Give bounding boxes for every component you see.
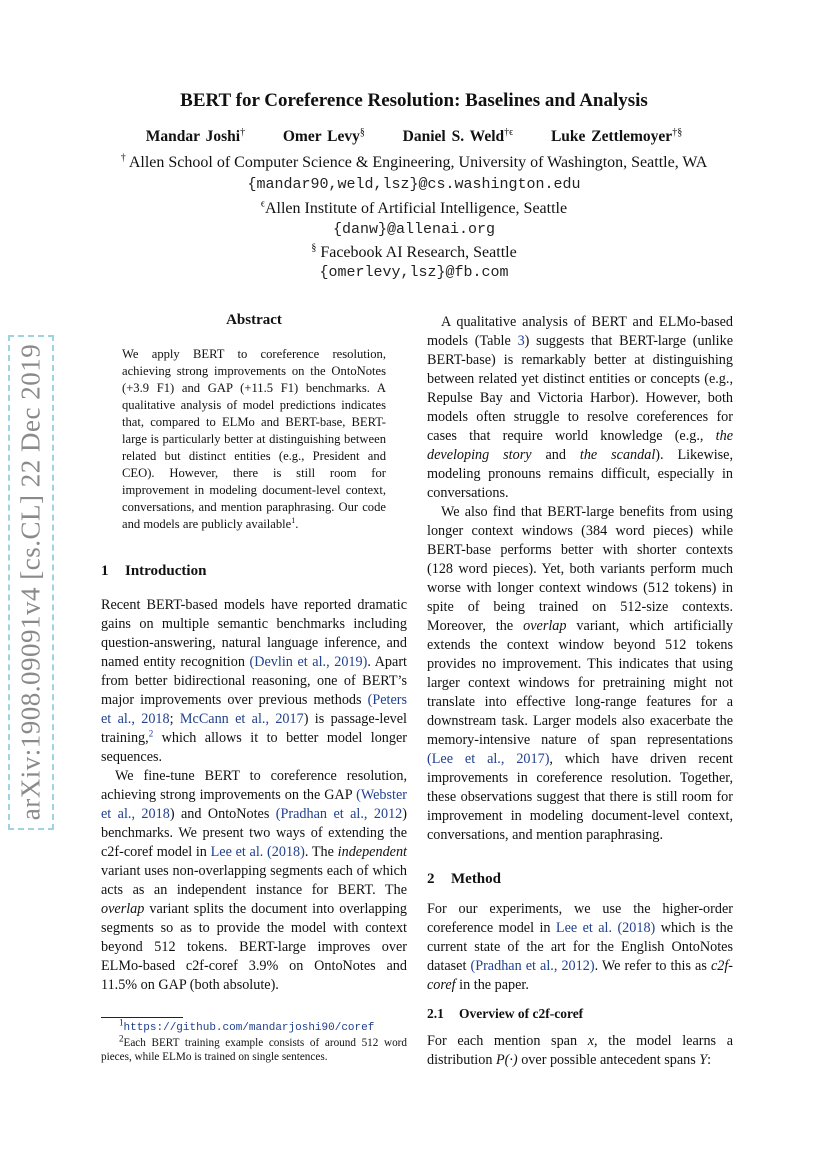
author-mark: § — [359, 126, 365, 138]
section-heading-introduction: 1 Introduction — [101, 563, 207, 579]
affiliation-text: Facebook AI Research, Seattle — [320, 244, 517, 261]
abstract-body: We apply BERT to coreference resolution, achieving strong improvements on the OntoNotes (+3.9 F1) and GAP (+11.5 F1) benchmarks. A qualitative analysis of model predictions indicates that, compared to ELMo and BERT-base, BERT-large is particularly better at distinguishing between related but distinct entities (e.g., President and CEO). However, there is still room for improvement in modeling document-level context, conversations, and mention paraphrasing. Our code and models are publicly available$^1$. — [122, 347, 386, 531]
citation-link[interactable]: (Webster et al., 2018 — [101, 787, 407, 822]
citation-link[interactable]: (Pradhan et al., 2012 — [275, 806, 403, 822]
abstract-heading: Abstract — [226, 312, 282, 328]
author-mark: †ϵ — [504, 126, 514, 138]
affiliation-uw — [0, 154, 828, 172]
right-column-body — [427, 313, 733, 845]
affiliation-ai2 — [0, 200, 828, 218]
author-name: Daniel S. Weld — [402, 128, 505, 145]
author-list — [0, 128, 828, 146]
author-name: Luke Zettlemoyer — [550, 128, 673, 145]
affiliation-text: Allen Institute of Artificial Intelligence, Seattle — [264, 200, 568, 217]
overview-body — [427, 1032, 733, 1070]
section-heading-method: 2 Method — [427, 871, 501, 887]
citation-link[interactable]: Lee et al. (2018) — [210, 844, 305, 860]
affiliation-mark: † — [120, 152, 126, 164]
paragraph: We also find that BERT-large benefits from using longer context windows (384 word pieces) while BERT-base performs better with shorter contexts (128 word pieces). Yet, both variants perform much worse with longer context windows (512 tokens) in spite of being trained on 512-size contexts. Moreover, the overlap variant, which artificially extends the context window beyond 512 tokens provides no improvement. This indicates that using larger context windows for pretraining might not translate into effective long-range features for a downstream task. Larger models also exacerbate the memory-intensive nature of span representations (Lee et al., 2017), which have driven recent improvements in coreference resolution. Together, these observations suggest that there is still room for improvement in modeling document-level context, conversations, and mention paraphrasing. — [427, 504, 733, 843]
citation-link[interactable]: (Lee et al., 2017) — [427, 751, 550, 767]
citation-link[interactable]: (Peters et al., 2018 — [101, 692, 407, 727]
footnote-url-link[interactable]: https://github.com/mandarjoshi90/coref — [123, 1022, 375, 1034]
footnote-rule — [101, 1017, 183, 1018]
footnote-ref[interactable]: 1 — [291, 515, 296, 525]
author-mark: †§ — [672, 126, 683, 138]
citation-link[interactable]: (Pradhan et al., 2012) — [470, 958, 595, 974]
citation-link[interactable]: (Devlin et al., 2019) — [249, 654, 368, 670]
affiliation-mark: § — [311, 242, 317, 254]
affiliation-mark: ϵ — [260, 198, 265, 210]
paragraph: Recent BERT-based models have reported dramatic gains on multiple semantic benchmarks including question-answering, natural language inference, and named entity recognition (Devlin et al., 2019). Apart from better bidirectional reasoning, one of BERT’s major improvements over previous methods (Peters et al., 2018; McCann et al., 2017) is passage-level training,$^2$ which allows it to better model longer sequences. — [101, 597, 407, 765]
paragraph: We fine-tune BERT to coreference resolution, achieving strong improvements on the GAP (Webster et al., 2018) and OntoNotes (Pradhan et al., 2012) benchmarks. We present two ways of extending the c2f-coref model in Lee et al. (2018). The independent variant uses non-overlapping segments each of which acts as an independent instance for BERT. The overlap variant splits the document into overlapping segments so as to provide the model with context beyond 512 tokens. BERT-large improves over ELMo-based c2f-coref 3.9% on OntoNotes and 11.5% on GAP (both absolute). — [101, 768, 407, 993]
footnotes — [101, 1017, 407, 1065]
paragraph: A qualitative analysis of BERT and ELMo-based models (Table 3) suggests that BERT-large (unlike BERT-base) is remarkably better at distinguishing between related yet distinct entities or concepts (e.g., Repulse Bay and Victoria Harbor). However, both models often struggle to resolve coreferences for cases that require world knowledge (e.g., the developing story and the scandal). Likewise, modeling pronouns remains difficult, especially in conversations. — [427, 314, 734, 501]
subsection-heading-overview: 2.1 Overview of c2f-coref — [427, 1006, 584, 1021]
abstract-text: We apply BERT to coreference resolution, achieving strong improvements on the OntoNotes (+3.9 F1) and GAP (+11.5 F1) benchmarks. A qualitative analysis of model predictions indicates that, compared to ELMo and BERT-base, BERT-large is particularly better at distinguishing between related but distinct entities (e.g., President and CEO). However, there is still room for improvement in modeling document-level context, conversations, and mention paraphrasing. Our code and models are publicly available — [122, 347, 386, 531]
citation-link[interactable]: Lee et al. (2018) — [555, 920, 656, 936]
email-ai2: {danw}@allenai.org — [332, 221, 496, 238]
footnote-ref[interactable]: 2 — [148, 728, 154, 739]
email-fair: {omerlevy,lsz}@fb.com — [319, 264, 509, 281]
paragraph: For our experiments, we use the higher-order coreference model in Lee et al. (2018) which is the current state of the art for the English OntoNotes dataset (Pradhan et al., 2012). We refer to this as c2f-coref in the paper. — [427, 901, 734, 993]
introduction-body — [101, 596, 407, 995]
author-mark: † — [240, 126, 246, 138]
method-body — [427, 900, 733, 995]
paragraph: For each mention span x, the model learns a distribution P(·) over possible antecedent spans Y: — [427, 1033, 733, 1068]
arxiv-identifier: arXiv:1908.09091v4 [cs.CL] 22 Dec 2019 — [15, 343, 46, 821]
footnote-2: $^2$Each BERT training example consists of around 512 word pieces, while ELMo is trained on single sentences. — [101, 1032, 407, 1063]
email-uw: {mandar90,weld,lsz}@cs.washington.edu — [247, 176, 581, 193]
citation-link[interactable]: McCann et al., 2017 — [179, 711, 304, 727]
paper-title: BERT for Coreference Resolution: Baselines and Analysis — [180, 90, 648, 111]
author-name: Mandar Joshi — [145, 128, 241, 145]
author-name: Omer Levy — [282, 128, 360, 145]
footnote-1: $^1$https://github.com/mandarjoshi90/coref — [119, 1017, 375, 1034]
affiliation-text: Allen School of Computer Science & Engineering, University of Washington, Seattle, WA — [128, 154, 708, 171]
table-ref-link[interactable]: 3 — [517, 333, 525, 349]
affiliation-fair — [0, 244, 828, 262]
